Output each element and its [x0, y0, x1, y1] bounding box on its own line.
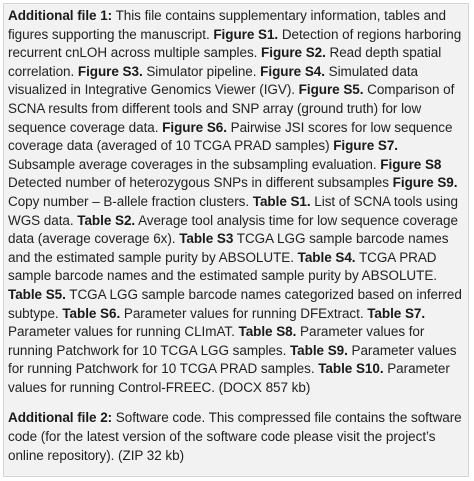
item-label: Figure S3.: [77, 63, 143, 79]
item-description: This file contains supplementary information, tables and figures supporting the manuscript.: [8, 8, 446, 42]
item-label: Figure S7.: [333, 138, 398, 154]
item-description: TCGA LGG sample barcode names and the estimated sample purity by ABSOLUTE.: [8, 231, 449, 265]
additional-file-2-entry: [8, 409, 464, 465]
item-description: Software code. This compressed file contains the software code (for the latest version of the software code please visit the project’s online repository). (ZIP 32 kb): [8, 410, 462, 463]
additional-file-1-entry: [8, 7, 464, 397]
item-label: Table S2.: [77, 212, 136, 228]
item-label: Figure S4.: [260, 63, 325, 79]
item-label: Figure S8: [380, 156, 442, 172]
item-label: Table S3: [179, 231, 234, 247]
item-description: Simulator pipeline.: [142, 63, 261, 79]
item-label: Additional file 2:: [8, 410, 113, 426]
item-label: Table S5.: [8, 286, 66, 302]
item-label: Additional file 1:: [8, 8, 113, 23]
item-description: Copy number – B-allele fraction clusters.: [8, 193, 253, 209]
item-label: Table S7.: [367, 305, 426, 321]
item-description: List of SCNA tools using WGS data.: [8, 193, 458, 228]
item-description: Simulated data visualized in Integrative Genomics Viewer (IGV).: [8, 63, 418, 98]
item-label: Table S10.: [318, 361, 384, 377]
item-label: Table S8.: [238, 324, 297, 340]
item-description: Read depth spatial correlation.: [8, 45, 442, 79]
item-label: Table S6.: [62, 305, 121, 321]
item-description: Subsample average coverages in the subsampling evaluation.: [8, 156, 381, 172]
item-description: Average tool analysis time for low sequence coverage data (average coverage 6x).: [8, 212, 458, 247]
item-description: Parameter values for running Patchwork for 10 TCGA PRAD samples.: [8, 342, 457, 377]
item-label: Table S4.: [297, 249, 356, 265]
item-label: Table S1.: [252, 193, 311, 209]
item-description: Detection of regions harboring recurrent cnLOH across multiple samples.: [8, 26, 462, 61]
item-description: Parameter values for running Patchwork for 10 TCGA LGG samples.: [8, 324, 425, 358]
item-label: Table S9.: [289, 342, 348, 358]
item-description: TCGA LGG sample barcode names categorized based on inferred subtype.: [8, 286, 462, 321]
item-description: TCGA PRAD sample barcode names and the estimated sample purity by ABSOLUTE.: [8, 249, 437, 284]
item-label: Figure S6.: [162, 119, 227, 135]
item-description: Parameter values for running Control-FREEC. (DOCX 857 kb): [8, 361, 450, 395]
item-description: Parameter values for running CLImAT.: [8, 324, 239, 340]
item-description: Comparison of SCNA results from different tools and SNP array (ground truth) for low sequence coverage data.: [8, 82, 455, 135]
additional-files-panel: [3, 3, 469, 477]
item-label: Figure S5.: [298, 82, 364, 98]
item-description: Detected number of heterozygous SNPs in different subsamples: [8, 175, 393, 191]
item-description: Parameter values for running DFExtract.: [120, 305, 368, 321]
item-label: Figure S1.: [213, 26, 279, 42]
item-label: Figure S9.: [392, 175, 458, 191]
item-description: Pairwise JSI scores for low sequence coverage data (averaged of 10 TCGA PRAD samples): [8, 119, 453, 154]
item-label: Figure S2.: [261, 45, 326, 61]
